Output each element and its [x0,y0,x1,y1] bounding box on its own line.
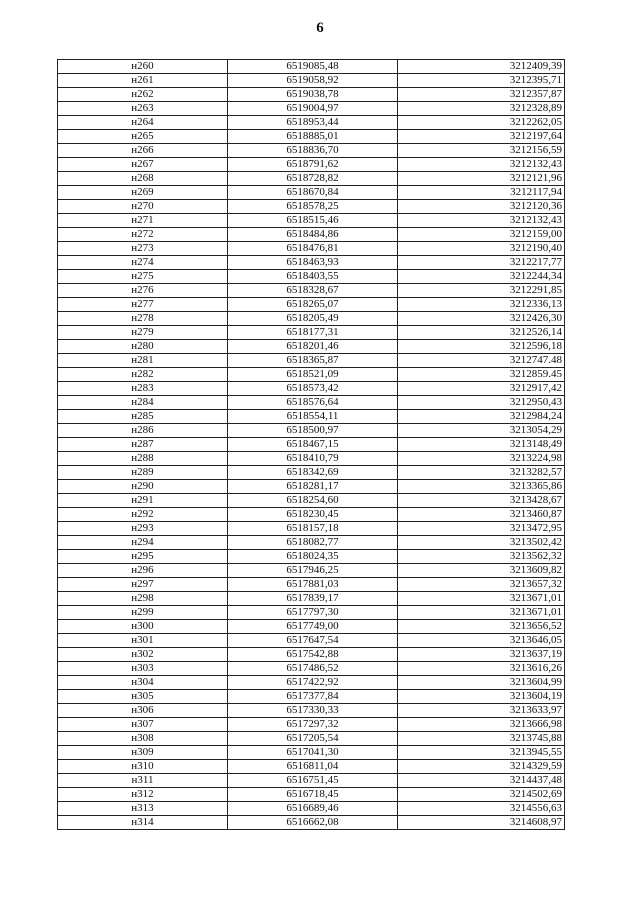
x-coordinate-cell: 6518254,60 [228,494,398,508]
y-coordinate-cell: 3213646,05 [398,634,565,648]
y-coordinate-cell: 3213502,42 [398,536,565,550]
table-row [58,774,565,788]
y-coordinate-cell: 3212132,43 [398,158,565,172]
point-id-cell: н264 [58,116,228,130]
x-coordinate-cell: 6519038,78 [228,88,398,102]
table-row [58,228,565,242]
x-coordinate-cell: 6516751,45 [228,774,398,788]
point-id-cell: н289 [58,466,228,480]
point-id-cell: н269 [58,186,228,200]
point-id-cell: н296 [58,564,228,578]
x-coordinate-cell: 6517749,00 [228,620,398,634]
y-coordinate-cell: 3212217,77 [398,256,565,270]
point-id-cell: н314 [58,816,228,830]
y-coordinate-cell: 3213604,99 [398,676,565,690]
y-coordinate-cell: 3213609,82 [398,564,565,578]
x-coordinate-cell: 6517377,84 [228,690,398,704]
table-row [58,620,565,634]
x-coordinate-cell: 6519085,48 [228,60,398,74]
table-row [58,256,565,270]
page-number: 6 [316,20,324,36]
point-id-cell: н277 [58,298,228,312]
point-id-cell: н274 [58,256,228,270]
x-coordinate-cell: 6518342,69 [228,466,398,480]
x-coordinate-cell: 6518670,84 [228,186,398,200]
x-coordinate-cell: 6518521,09 [228,368,398,382]
point-id-cell: н282 [58,368,228,382]
x-coordinate-cell: 6518836,70 [228,144,398,158]
y-coordinate-cell: 3214556,63 [398,802,565,816]
y-coordinate-cell: 3213671,01 [398,592,565,606]
y-coordinate-cell: 3212357,87 [398,88,565,102]
table-row [58,74,565,88]
coordinates-table [57,59,565,830]
table-row [58,536,565,550]
point-id-cell: н298 [58,592,228,606]
y-coordinate-cell: 3213671,01 [398,606,565,620]
table-row [58,382,565,396]
y-coordinate-cell: 3213562,32 [398,550,565,564]
point-id-cell: н300 [58,620,228,634]
table-row [58,746,565,760]
point-id-cell: н297 [58,578,228,592]
y-coordinate-cell: 3212984,24 [398,410,565,424]
x-coordinate-cell: 6518484,86 [228,228,398,242]
x-coordinate-cell: 6518728,82 [228,172,398,186]
x-coordinate-cell: 6518500,97 [228,424,398,438]
table-row [58,718,565,732]
table-row [58,438,565,452]
x-coordinate-cell: 6516718,45 [228,788,398,802]
table-row [58,564,565,578]
table-row [58,480,565,494]
point-id-cell: н299 [58,606,228,620]
table-row [58,690,565,704]
y-coordinate-cell: 3213148,49 [398,438,565,452]
point-id-cell: н262 [58,88,228,102]
x-coordinate-cell: 6518953,44 [228,116,398,130]
x-coordinate-cell: 6517486,52 [228,662,398,676]
table-row [58,522,565,536]
x-coordinate-cell: 6517647,54 [228,634,398,648]
table-row [58,326,565,340]
x-coordinate-cell: 6518201,46 [228,340,398,354]
y-coordinate-cell: 3214502,69 [398,788,565,802]
table-row [58,116,565,130]
coordinates-table-body [58,60,565,830]
table-row [58,466,565,480]
x-coordinate-cell: 6516689,46 [228,802,398,816]
table-row [58,634,565,648]
table-row [58,816,565,830]
x-coordinate-cell: 6516811,04 [228,760,398,774]
point-id-cell: н310 [58,760,228,774]
table-row [58,88,565,102]
y-coordinate-cell: 3212120,36 [398,200,565,214]
y-coordinate-cell: 3212117,94 [398,186,565,200]
point-id-cell: н293 [58,522,228,536]
y-coordinate-cell: 3212409,39 [398,60,565,74]
x-coordinate-cell: 6517542,88 [228,648,398,662]
table-row [58,508,565,522]
point-id-cell: н267 [58,158,228,172]
point-id-cell: н305 [58,690,228,704]
y-coordinate-cell: 3212950,43 [398,396,565,410]
y-coordinate-cell: 3212526,14 [398,326,565,340]
point-id-cell: н303 [58,662,228,676]
table-row [58,298,565,312]
table-row [58,648,565,662]
table-row [58,578,565,592]
point-id-cell: н268 [58,172,228,186]
x-coordinate-cell: 6518230,45 [228,508,398,522]
point-id-cell: н292 [58,508,228,522]
y-coordinate-cell: 3212244,34 [398,270,565,284]
table-row [58,284,565,298]
point-id-cell: н307 [58,718,228,732]
x-coordinate-cell: 6518791,62 [228,158,398,172]
table-row [58,424,565,438]
table-row [58,732,565,746]
point-id-cell: н291 [58,494,228,508]
y-coordinate-cell: 3212859.45 [398,368,565,382]
x-coordinate-cell: 6517041,30 [228,746,398,760]
table-row [58,788,565,802]
point-id-cell: н275 [58,270,228,284]
y-coordinate-cell: 3212291,85 [398,284,565,298]
table-row [58,704,565,718]
x-coordinate-cell: 6518265,07 [228,298,398,312]
x-coordinate-cell: 6518463,93 [228,256,398,270]
x-coordinate-cell: 6518578,25 [228,200,398,214]
x-coordinate-cell: 6517881,03 [228,578,398,592]
table-row [58,662,565,676]
x-coordinate-cell: 6517946,25 [228,564,398,578]
table-row [58,410,565,424]
y-coordinate-cell: 3213460,87 [398,508,565,522]
x-coordinate-cell: 6518281,17 [228,480,398,494]
y-coordinate-cell: 3213616,26 [398,662,565,676]
x-coordinate-cell: 6518554,11 [228,410,398,424]
point-id-cell: н266 [58,144,228,158]
table-row [58,368,565,382]
table-row [58,270,565,284]
x-coordinate-cell: 6517797,30 [228,606,398,620]
point-id-cell: н260 [58,60,228,74]
point-id-cell: н309 [58,746,228,760]
point-id-cell: н271 [58,214,228,228]
x-coordinate-cell: 6518365,87 [228,354,398,368]
table-row [58,60,565,74]
point-id-cell: н270 [58,200,228,214]
point-id-cell: н290 [58,480,228,494]
x-coordinate-cell: 6517297,32 [228,718,398,732]
x-coordinate-cell: 6518024,35 [228,550,398,564]
table-row [58,592,565,606]
y-coordinate-cell: 3212121,96 [398,172,565,186]
y-coordinate-cell: 3213637,19 [398,648,565,662]
point-id-cell: н281 [58,354,228,368]
y-coordinate-cell: 3213657,32 [398,578,565,592]
point-id-cell: н302 [58,648,228,662]
y-coordinate-cell: 3214329,59 [398,760,565,774]
x-coordinate-cell: 6518515,46 [228,214,398,228]
point-id-cell: н313 [58,802,228,816]
table-row [58,102,565,116]
point-id-cell: н276 [58,284,228,298]
point-id-cell: н272 [58,228,228,242]
x-coordinate-cell: 6518573,42 [228,382,398,396]
point-id-cell: н295 [58,550,228,564]
y-coordinate-cell: 3213054,29 [398,424,565,438]
x-coordinate-cell: 6518177,31 [228,326,398,340]
x-coordinate-cell: 6518205,49 [228,312,398,326]
table-row [58,354,565,368]
table-row [58,606,565,620]
y-coordinate-cell: 3212159,00 [398,228,565,242]
table-row [58,452,565,466]
x-coordinate-cell: 6518885,01 [228,130,398,144]
point-id-cell: н306 [58,704,228,718]
y-coordinate-cell: 3214437,48 [398,774,565,788]
x-coordinate-cell: 6518157,18 [228,522,398,536]
point-id-cell: н286 [58,424,228,438]
x-coordinate-cell: 6519004,97 [228,102,398,116]
table-row [58,340,565,354]
table-row [58,312,565,326]
point-id-cell: н301 [58,634,228,648]
y-coordinate-cell: 3213224,98 [398,452,565,466]
table-row [58,676,565,690]
y-coordinate-cell: 3212262,05 [398,116,565,130]
table-row [58,760,565,774]
y-coordinate-cell: 3212156,59 [398,144,565,158]
y-coordinate-cell: 3212747.48 [398,354,565,368]
y-coordinate-cell: 3213365,86 [398,480,565,494]
x-coordinate-cell: 6518576,64 [228,396,398,410]
x-coordinate-cell: 6517330,33 [228,704,398,718]
point-id-cell: н273 [58,242,228,256]
table-row [58,396,565,410]
y-coordinate-cell: 3213282,57 [398,466,565,480]
point-id-cell: н265 [58,130,228,144]
y-coordinate-cell: 3212917,42 [398,382,565,396]
table-row [58,144,565,158]
y-coordinate-cell: 3213428,67 [398,494,565,508]
x-coordinate-cell: 6518082,77 [228,536,398,550]
table-row [58,242,565,256]
point-id-cell: н284 [58,396,228,410]
y-coordinate-cell: 3212132,43 [398,214,565,228]
table-row [58,802,565,816]
point-id-cell: н287 [58,438,228,452]
y-coordinate-cell: 3213604,19 [398,690,565,704]
point-id-cell: н304 [58,676,228,690]
table-row [58,200,565,214]
table-row [58,158,565,172]
point-id-cell: н312 [58,788,228,802]
point-id-cell: н263 [58,102,228,116]
x-coordinate-cell: 6518476,81 [228,242,398,256]
table-row [58,186,565,200]
point-id-cell: н261 [58,74,228,88]
point-id-cell: н294 [58,536,228,550]
point-id-cell: н288 [58,452,228,466]
table-row [58,172,565,186]
y-coordinate-cell: 3214608,97 [398,816,565,830]
x-coordinate-cell: 6518410,79 [228,452,398,466]
y-coordinate-cell: 3213472,95 [398,522,565,536]
point-id-cell: н280 [58,340,228,354]
y-coordinate-cell: 3212197,64 [398,130,565,144]
x-coordinate-cell: 6517422,92 [228,676,398,690]
point-id-cell: н279 [58,326,228,340]
point-id-cell: н308 [58,732,228,746]
y-coordinate-cell: 3212596,18 [398,340,565,354]
x-coordinate-cell: 6518328,67 [228,284,398,298]
table-row [58,130,565,144]
x-coordinate-cell: 6519058,92 [228,74,398,88]
x-coordinate-cell: 6517205,54 [228,732,398,746]
point-id-cell: н278 [58,312,228,326]
x-coordinate-cell: 6516662,08 [228,816,398,830]
x-coordinate-cell: 6518403,55 [228,270,398,284]
y-coordinate-cell: 3213945,55 [398,746,565,760]
table-row [58,550,565,564]
y-coordinate-cell: 3212395,71 [398,74,565,88]
y-coordinate-cell: 3212328,89 [398,102,565,116]
y-coordinate-cell: 3213633,97 [398,704,565,718]
y-coordinate-cell: 3213666,98 [398,718,565,732]
y-coordinate-cell: 3213656,52 [398,620,565,634]
point-id-cell: н285 [58,410,228,424]
point-id-cell: н283 [58,382,228,396]
y-coordinate-cell: 3212190,40 [398,242,565,256]
table-row [58,494,565,508]
y-coordinate-cell: 3212426,30 [398,312,565,326]
x-coordinate-cell: 6517839,17 [228,592,398,606]
x-coordinate-cell: 6518467,15 [228,438,398,452]
point-id-cell: н311 [58,774,228,788]
table-row [58,214,565,228]
y-coordinate-cell: 3213745,88 [398,732,565,746]
y-coordinate-cell: 3212336,13 [398,298,565,312]
